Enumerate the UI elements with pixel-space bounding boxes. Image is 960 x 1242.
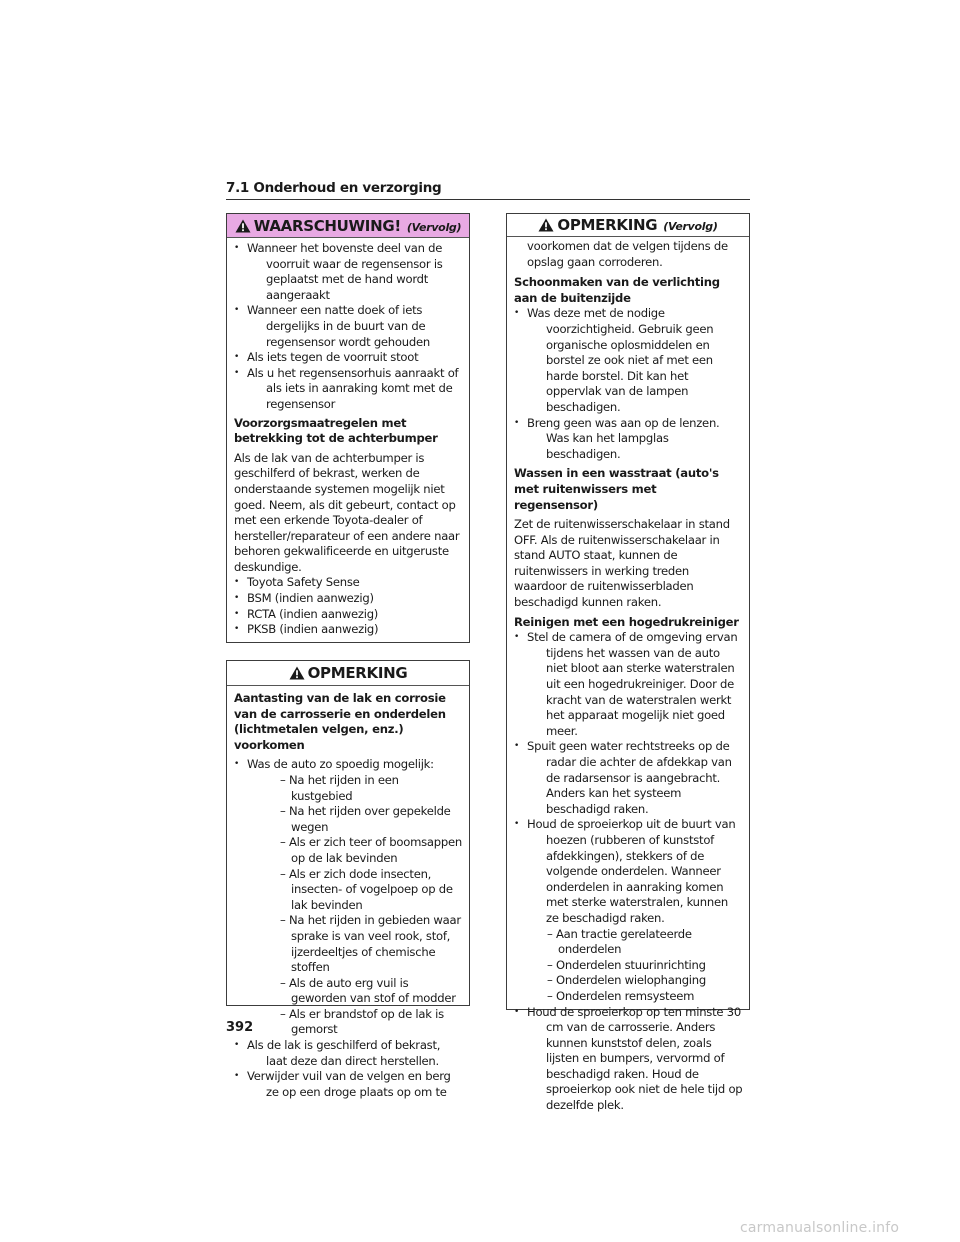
list-item: • Wanneer een natte doek of iets dergelijks in de buurt van de regensensor wordt gehouden xyxy=(234,303,463,350)
list-item: • Spuit geen water rechtstreeks op de radar die achter de afdekkap van de radarsensor is aangebracht. Anders kan het systeem beschadigd raken. xyxy=(514,739,743,817)
dash-item: – Na het rijden in een kustgebied xyxy=(280,772,399,803)
warning-paragraph: Als de lak van de achterbumper is geschilferd of bekrast, werken de onderstaande systemen mogelijk niet goed. Neem, als dit gebeurt, contact op met een erkende Toyota-dealer of hersteller/reparateur of een andere naar behoren gekwalificeerde en uitgeruste deskundige. xyxy=(234,450,460,574)
note-title: OPMERKING xyxy=(307,664,408,682)
note-continued-title-bar xyxy=(507,214,749,236)
note-continued-label: (Vervolg) xyxy=(663,220,718,233)
note-heading: Aantasting van de lak en corrosie van de carrosserie en onderdelen (lichtmetalen velgen, enz.) voorkomen xyxy=(234,691,446,752)
dash-item: – Na het rijden over gepekelde wegen xyxy=(280,804,451,834)
list-item-text: Was de auto zo spoedig mogelijk: xyxy=(247,757,434,772)
carwash-heading: Wassen in een wasstraat (auto's met ruitenwissers met regensensor) xyxy=(514,466,719,512)
list-item: • Houd de sproeierkop op ten minste 30 cm van de carrosserie. Anders kunnen kunststof delen, zoals lijsten en bumpers, vervormd of beschadigd raken. Houd de sproeierkop ook niet de hele tijd op dezelfde plek. xyxy=(514,1005,743,1114)
warning-triangle-icon xyxy=(289,666,305,680)
list-item: • BSM (indien aanwezig) xyxy=(234,591,463,607)
lighting-heading: Schoonmaken van de verlichting aan de buitenzijde xyxy=(514,275,720,305)
pressure-washer-heading: Reinigen met een hogedrukreiniger xyxy=(514,614,739,629)
note-title-bar xyxy=(227,661,469,685)
warning-bullet-list-top xyxy=(234,241,463,413)
dash-item: – Onderdelen stuurinrichting xyxy=(547,957,706,972)
warning-triangle-icon xyxy=(538,218,554,232)
dash-item: – Aan tractie gerelateerde onderdelen xyxy=(547,926,692,957)
warning-content xyxy=(227,238,469,638)
note-bullet-list xyxy=(234,757,463,1100)
pressure-washer-bullet-list xyxy=(514,630,743,1113)
note-continued-box xyxy=(506,213,750,1113)
list-item: • PKSB (indien aanwezig) xyxy=(234,622,463,638)
warning-continued: (Vervolg) xyxy=(406,220,462,234)
carwash-paragraph: Zet de ruitenwisserschakelaar in stand OFF. Als de ruitenwisserschakelaar in stand AUTO staat, kunnen de ruitenwissers in werking treden waardoor de ruitenwisserbladen beschadigd kunnen raken. xyxy=(514,517,730,610)
list-item: • Breng geen was aan op de lenzen. Was kan het lampglas beschadigen. xyxy=(514,416,743,463)
warning-heading: Voorzorgsmaatregelen met betrekking tot de achterbumper xyxy=(234,415,438,446)
list-item-text: Houd de sproeierkop uit de buurt van hoezen (rubberen of kunststof afdekkingen), stekkers of de volgende onderdelen. Wanneer onderdelen in aanraking komen met sterke waterstralen, kunnen ze beschadigd raken. xyxy=(527,817,736,925)
warning-title: WAARSCHUWING! xyxy=(253,216,401,235)
list-item: • Stel de camera of de omgeving ervan tijdens het wassen van de auto niet bloot aan sterke waterstralen uit een hogedrukreiniger. Door de kracht van de waterstralen werkt het apparaat mogelijk niet goed meer. xyxy=(514,630,743,739)
list-item xyxy=(234,757,463,1038)
list-item: • RCTA (indien aanwezig) xyxy=(234,607,463,623)
warning-bullet-list-bottom xyxy=(234,575,463,637)
list-item: • Als iets tegen de voorruit stoot xyxy=(234,350,463,366)
list-item: • Verwijder vuil van de velgen en berg ze op een droge plaats op om te xyxy=(234,1069,463,1100)
note-continued-title: OPMERKING xyxy=(557,216,658,234)
section-header: 7.1 Onderhoud en verzorging xyxy=(226,180,442,196)
dash-list xyxy=(266,773,463,1038)
dash-item: – Onderdelen wielophanging xyxy=(547,973,706,988)
dash-item: – Als de auto erg vuil is geworden van stof of modder xyxy=(280,975,456,1006)
continued-text: voorkomen dat de velgen tijdens de opslag gaan corroderen. xyxy=(527,239,728,269)
warning-box xyxy=(226,213,470,643)
note-content xyxy=(227,686,469,1100)
page-number: 392 xyxy=(226,1020,254,1035)
dash-item: – Als er zich dode insecten, insecten- of vogelpoep op de lak bevinden xyxy=(280,866,453,912)
warning-triangle-icon xyxy=(235,219,251,233)
dash-item: – Als er zich teer of boomsappen op de lak bevinden xyxy=(280,835,462,865)
dash-item: – Als er brandstof op de lak is gemorst xyxy=(280,1006,444,1037)
warning-title-bar xyxy=(227,214,469,237)
list-item: • Als de lak is geschilferd of bekrast, laat deze dan direct herstellen. xyxy=(234,1038,463,1069)
dash-list xyxy=(533,927,743,1005)
list-item xyxy=(514,817,743,1004)
list-item: • Als u het regensensorhuis aanraakt of als iets in aanraking komt met de regensensor xyxy=(234,366,463,413)
watermark[interactable]: carmanualsonline.info xyxy=(740,1220,900,1236)
lighting-bullet-list xyxy=(514,306,743,462)
note-continued-content xyxy=(507,237,749,1114)
list-item: • Toyota Safety Sense xyxy=(234,575,463,591)
dash-item: – Na het rijden in gebieden waar sprake is van veel rook, stof, ijzerdeeltjes of chemische stoffen xyxy=(280,913,461,975)
list-item: • Was deze met de nodige voorzichtigheid. Gebruik geen organische oplosmiddelen en borstel ze ook niet af met een harde borstel. Dit kan het oppervlak van de lampen beschadigen. xyxy=(514,306,743,415)
list-item: • Wanneer het bovenste deel van de voorruit waar de regensensor is geplaatst met de hand wordt aangeraakt xyxy=(234,241,463,303)
dash-item: – Onderdelen remsysteem xyxy=(547,988,695,1003)
section-rule xyxy=(226,199,750,200)
